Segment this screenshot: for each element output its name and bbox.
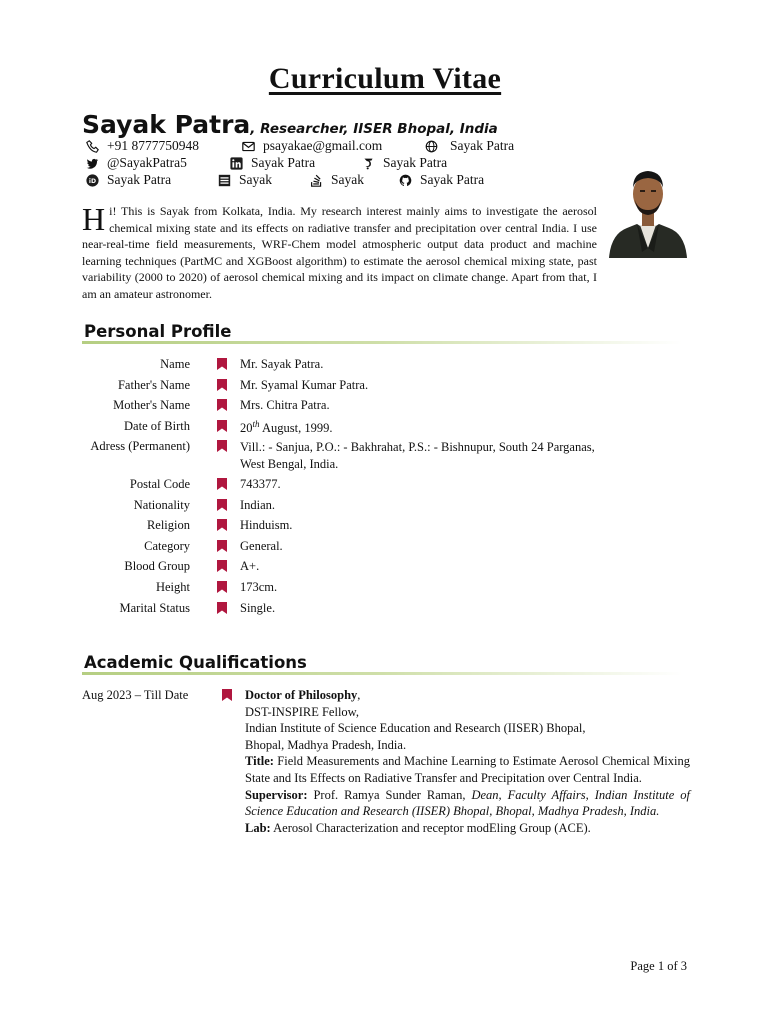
stackoverflow-text: Sayak <box>331 172 364 187</box>
lab-name: Aerosol Characterization and receptor modEling Group (ACE). <box>273 820 591 835</box>
profile-label: Father's Name <box>117 378 190 392</box>
academic-heading: Academic Qualifications <box>84 653 307 672</box>
researchgate-contact[interactable] <box>218 172 272 188</box>
address-line-2: West Bengal, India. <box>240 457 339 471</box>
person-role: , Researcher, IISER Bhopal, India <box>250 121 498 137</box>
bookmark-icon <box>217 399 227 411</box>
linkedin-text: Sayak Patra <box>251 155 316 170</box>
profile-label: Adress (Permanent) <box>90 439 190 453</box>
dob-suffix: th <box>252 419 260 429</box>
personal-profile-heading: Personal Profile <box>84 322 232 341</box>
section-divider <box>82 341 682 344</box>
institute-location: Bhopal, Madhya Pradesh, India. <box>245 737 407 752</box>
supervisor-name: Prof. Ramya Sunder Raman, <box>313 787 466 802</box>
bookmark-icon <box>217 499 227 511</box>
profile-value: 743377. <box>240 477 281 491</box>
person-name: Sayak Patra <box>82 110 251 139</box>
bookmark-icon <box>217 358 227 370</box>
document-title: Curriculum Vitae <box>268 62 502 95</box>
profile-photo <box>607 152 689 258</box>
name-line <box>82 110 498 139</box>
profile-value: A+. <box>240 559 260 573</box>
page-number: Page 1 of 3 <box>630 959 687 973</box>
email-contact[interactable] <box>242 138 382 154</box>
institute: Indian Institute of Science Education and Research (IISER) Bhopal, <box>245 721 586 736</box>
globe-icon <box>425 140 438 153</box>
bookmark-icon <box>217 440 227 452</box>
profile-value: General. <box>240 539 283 553</box>
bookmark-icon <box>222 689 232 701</box>
profile-value: Mr. Sayak Patra. <box>240 357 324 371</box>
researchgate-icon <box>218 174 231 187</box>
website-text: Sayak Patra <box>450 138 515 153</box>
orcid-text: Sayak Patra <box>107 172 172 187</box>
phone-contact[interactable] <box>86 138 199 154</box>
profile-label: Category <box>144 539 190 553</box>
degree-suffix: , <box>357 688 361 702</box>
profile-label: Mother's Name <box>113 398 190 412</box>
bookmark-icon <box>217 420 227 432</box>
profile-label: Postal Code <box>129 477 190 491</box>
email-icon <box>242 140 255 153</box>
thesis-title: Field Measurements and Machine Learning to Estimate Aerosol Chemical Mixing State and Its Effects on Radiative Transfer and Precipitation over Central India. <box>245 754 691 785</box>
profile-value <box>240 419 332 436</box>
profile-label: Religion <box>146 518 190 532</box>
academic-entry <box>245 687 690 836</box>
bio-paragraph <box>82 203 597 303</box>
stackoverflow-contact[interactable] <box>310 172 364 188</box>
linkedin-icon <box>230 157 243 170</box>
twitter-icon <box>86 157 99 170</box>
profile-value: Mr. Syamal Kumar Patra. <box>240 378 369 392</box>
phone-text: +91 8777750948 <box>107 138 199 153</box>
supervisor-label: Supervisor: <box>245 787 308 802</box>
linkedin-contact[interactable] <box>230 155 315 171</box>
email-text: psayakae@gmail.com <box>263 138 383 153</box>
profile-label: Marital Status <box>119 601 190 615</box>
degree-title: Doctor of Philosophy <box>245 688 358 702</box>
profile-label: Height <box>155 580 190 594</box>
researchgate-text: Sayak <box>239 172 272 187</box>
profile-label: Date of Birth <box>124 419 190 433</box>
website-contact[interactable] <box>425 138 514 154</box>
section-divider <box>82 672 682 675</box>
address-line-1: Vill.: - Sanjua, P.O.: - Bakhrahat, P.S.: - Bishnupur, South 24 Parganas, <box>240 440 595 454</box>
twitter-contact[interactable] <box>86 155 187 171</box>
bookmark-icon <box>217 560 227 572</box>
bookmark-icon <box>217 379 227 391</box>
profile-label: Nationality <box>133 498 190 512</box>
profile-label: Blood Group <box>124 559 190 573</box>
phone-icon <box>86 140 99 153</box>
profile-value: Mrs. Chitra Patra. <box>240 398 330 412</box>
twitter-text: @SayakPatra5 <box>107 155 187 170</box>
thesis-title-label: Title: <box>245 754 274 769</box>
github-contact[interactable] <box>399 172 484 188</box>
profile-label: Name <box>160 357 190 371</box>
academic-date: Aug 2023 – Till Date <box>82 688 189 702</box>
svg-text:iD: iD <box>88 177 97 185</box>
orcid-contact[interactable] <box>86 172 171 188</box>
orcid-icon <box>86 174 99 187</box>
fellowship: DST-INSPIRE Fellow, <box>245 704 360 719</box>
supervisor-affiliation: Dean, Faculty Affairs, Indian Institute of Science Education and Research (IISER) Bhopal, Bhopal, Madhya Pradesh, India. <box>245 787 690 819</box>
profile-value: Single. <box>240 601 276 615</box>
bookmark-icon <box>217 519 227 531</box>
stackoverflow-icon <box>310 174 323 187</box>
dob-rest: August, 1999. <box>261 421 333 436</box>
bookmark-icon <box>217 478 227 490</box>
bookmark-icon <box>217 581 227 593</box>
bio-dropcap: H <box>82 201 106 237</box>
profile-value: Indian. <box>240 498 276 512</box>
lab-label: Lab: <box>245 820 271 835</box>
bookmark-icon <box>217 602 227 614</box>
bookmark-icon <box>217 540 227 552</box>
profile-value <box>240 439 595 473</box>
bio-text: i! This is Sayak from Kolkata, India. My research interest mainly aims to investigate the aerosol chemical mixing state and its effects on radiative transfer and precipitation over central India. I use near-real-time field measurements, WRF-Chem model atmospheric output data product and machine learning techniques (PartMC and XGBoost algorithm) to estimate the aerosol chemical mixing state, past variability (2000 to 2020) of aerosol chemical mixing and its impact on climate change. Apart from that, I am an amateur astronomer. <box>82 204 597 301</box>
dob-day: 20 <box>240 421 253 436</box>
profile-value: 173cm. <box>240 580 278 594</box>
google-scholar-icon <box>362 157 375 170</box>
github-text: Sayak Patra <box>420 172 485 187</box>
profile-value: Hinduism. <box>240 518 293 532</box>
google-scholar-contact[interactable] <box>362 155 447 171</box>
google-scholar-text: Sayak Patra <box>383 155 448 170</box>
github-icon <box>399 174 412 187</box>
